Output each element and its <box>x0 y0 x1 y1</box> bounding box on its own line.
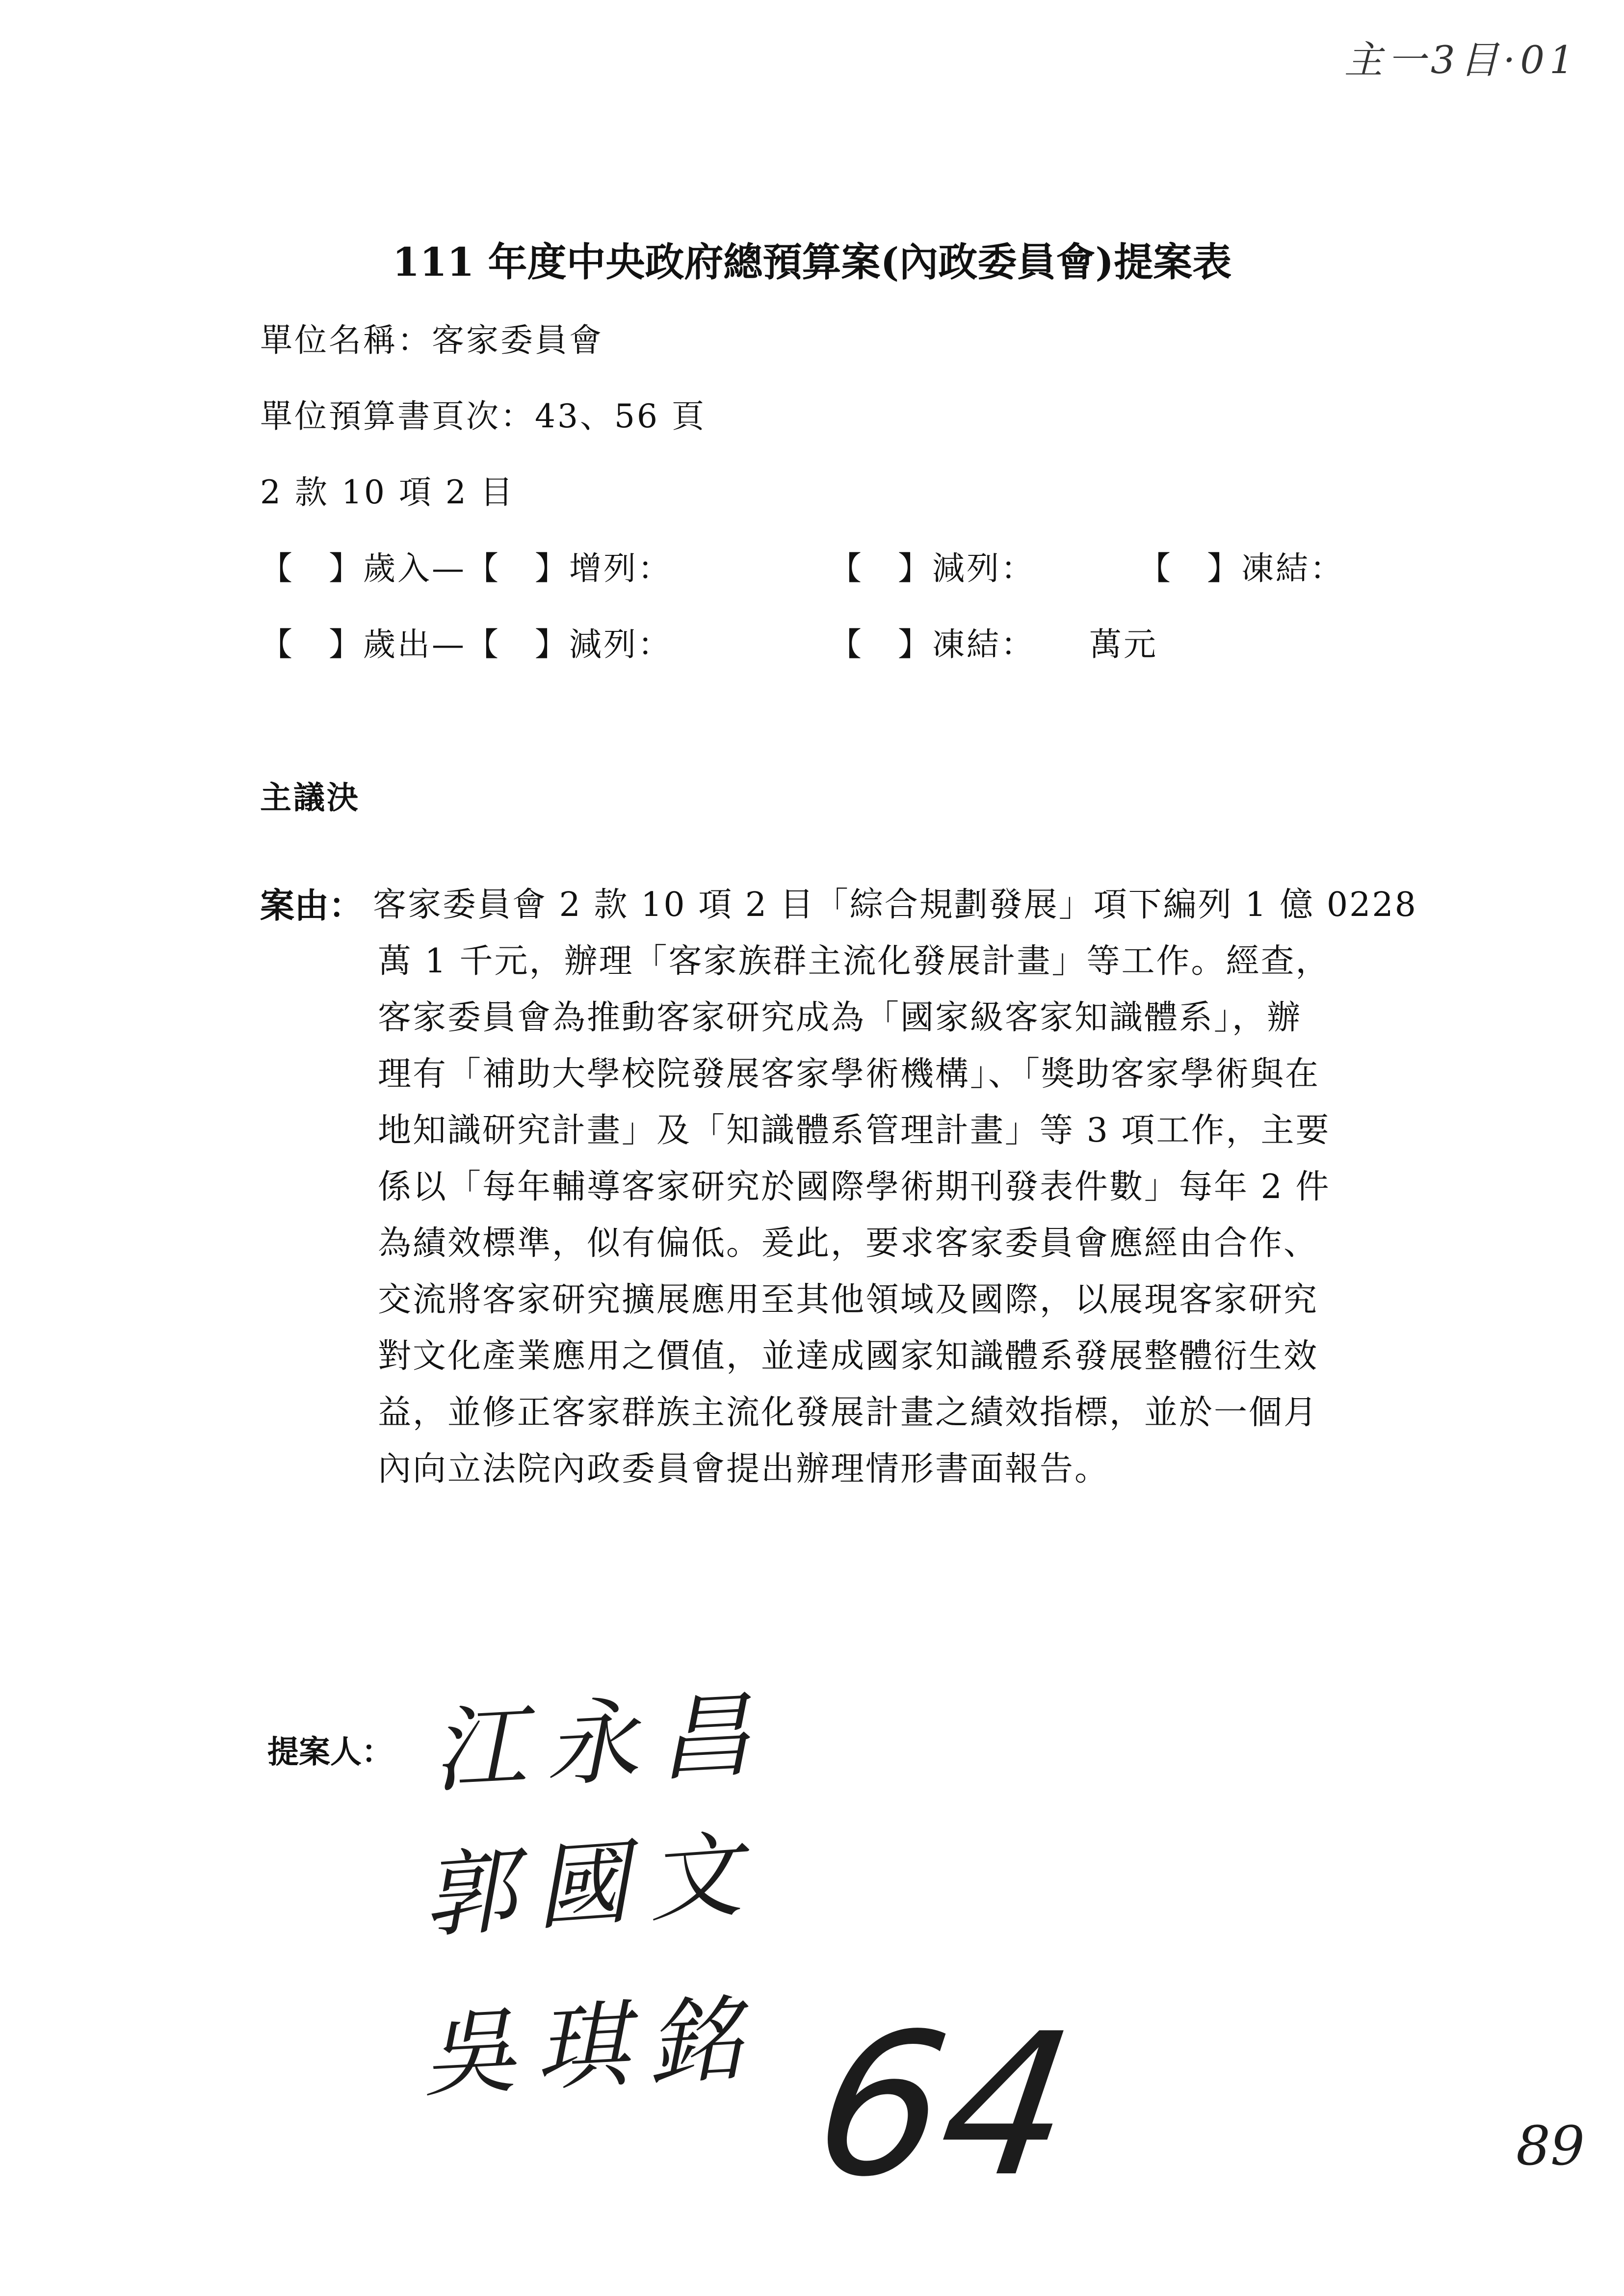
signature-3: 吳琪銘 <box>419 1984 764 2110</box>
corner-handwritten-note: 主一3目·01 <box>1344 38 1579 82</box>
expenditure-freeze: 【 】凍結： <box>829 626 1035 663</box>
revenue-freeze: 【 】凍結： <box>1138 549 1344 587</box>
case-label: 案由： <box>260 885 363 926</box>
case-line: 客家委員會為推動客家研究成為「國家級客家知識體系」，辦 <box>378 998 1302 1037</box>
page-title: 111 年度中央政府總預算案(內政委員會)提案表 <box>392 239 1232 285</box>
signature-1: 江永昌 <box>429 1680 774 1806</box>
expenditure-decrease-row: 【 】歲出—【 】減列： <box>260 626 672 663</box>
case-line: 萬 1 千元，辦理「客家族群主流化發展計畫」等工作。經查， <box>378 942 1331 981</box>
case-line: 交流將客家研究擴展應用至其他領域及國際，以展現客家研究 <box>378 1280 1319 1319</box>
budget-section: 2 款 10 項 2 目 <box>260 473 515 511</box>
revenue-decrease: 【 】減列： <box>829 549 1035 587</box>
handwritten-number: 64 <box>803 1992 1085 2220</box>
resolution-label: 主議決 <box>260 780 360 816</box>
case-line: 益，並修正客家群族主流化發展計畫之績效指標，並於一個月 <box>378 1393 1319 1432</box>
budget-pages: 單位預算書頁次：43、56 頁 <box>260 397 706 435</box>
proposer-label: 提案人： <box>267 1734 393 1771</box>
case-line: 對文化產業應用之價值，並達成國家知識體系發展整體衍生效 <box>378 1337 1319 1376</box>
case-line: 客家委員會 2 款 10 項 2 目「綜合規劃發展」項下編列 1 億 0228 <box>373 886 1417 924</box>
amount-unit: 萬元 <box>1089 626 1158 663</box>
revenue-increase-row: 【 】歲入—【 】增列： <box>260 549 672 587</box>
case-line: 為績效標準，似有偏低。爰此，要求客家委員會應經由合作、 <box>378 1224 1319 1263</box>
signature-2: 郭國文 <box>419 1819 764 1951</box>
page-number: 89 <box>1516 2114 1585 2177</box>
case-line: 係以「每年輔導客家研究於國際學術期刊發表件數」每年 2 件 <box>378 1168 1331 1206</box>
unit-name: 單位名稱：客家委員會 <box>260 321 603 359</box>
case-line: 內向立法院內政委員會提出辦理情形書面報告。 <box>378 1450 1110 1488</box>
case-line: 地知識研究計畫」及「知識體系管理計畫」等 3 項工作，主要 <box>378 1111 1331 1150</box>
case-line: 理有「補助大學校院發展客家學術機構」、「獎助客家學術與在 <box>378 1055 1320 1094</box>
